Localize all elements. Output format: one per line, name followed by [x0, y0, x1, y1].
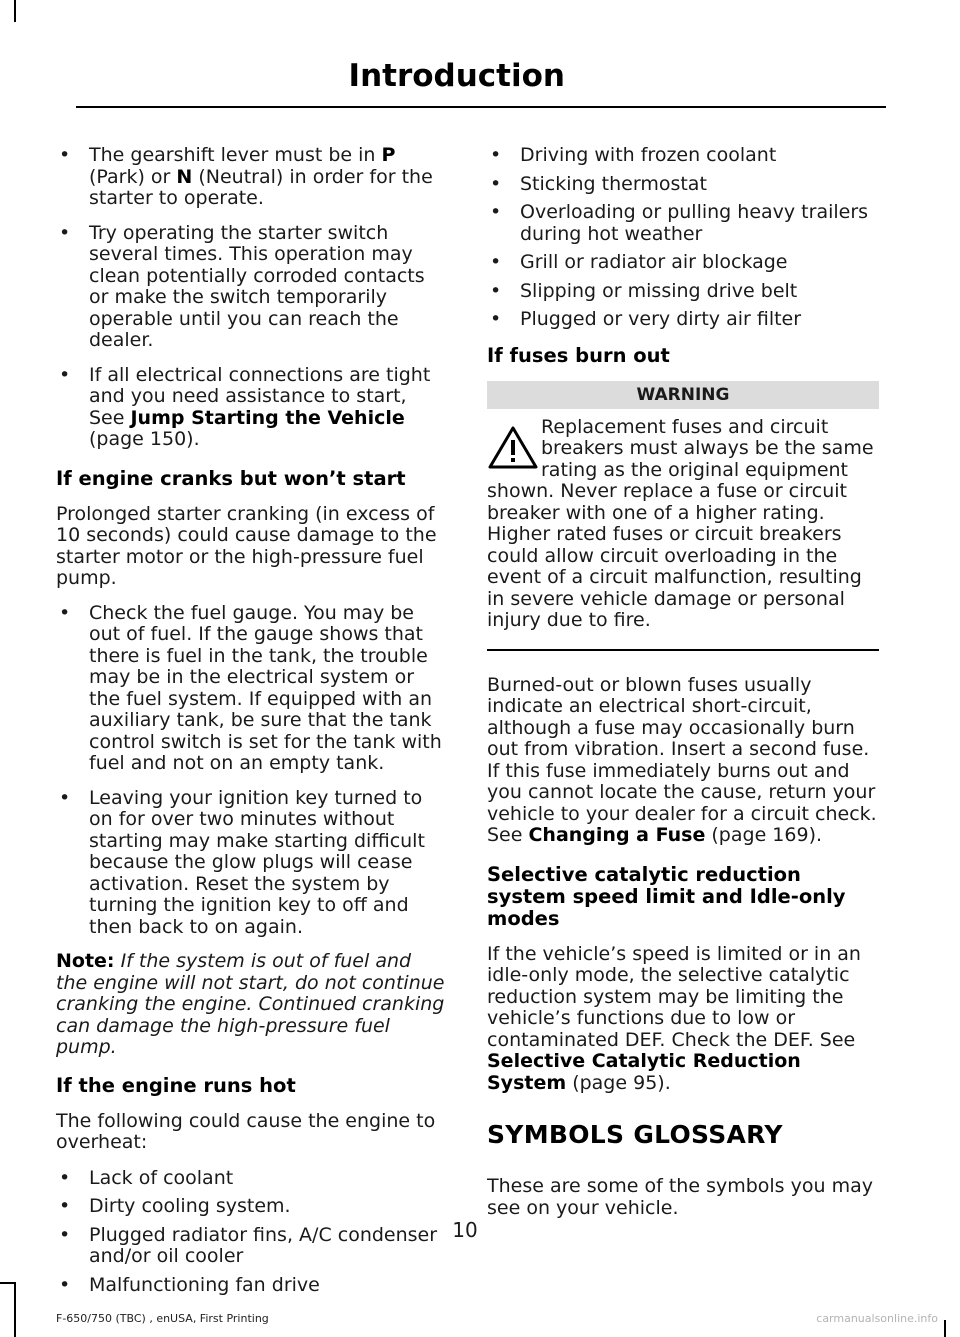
link-changing-fuse[interactable]: Changing a Fuse [528, 824, 706, 846]
list-item: • If all electrical connections are tight and you need assistance to start, See Jump Starting the Vehicle (page 150). [56, 365, 448, 451]
link-jump-starting[interactable]: Jump Starting the Vehicle [130, 406, 405, 429]
list-item: • Leaving your ignition key turned to on for over two minutes without starting may make starting difficult because the glow plugs will cease activation. Reset the system by turning the ignition key to off and then back to on again. [56, 788, 448, 939]
list-item: • Try operating the starter switch several times. This operation may clean potentially corroded contacts or make the switch temporarily operable until you can reach the dealer. [56, 223, 448, 352]
note-text: If the system is out of fuel and the engine will not start, do not continue cranking the engine. Continued cranking can damage the high-pressure fuel pump. [56, 950, 445, 1058]
heading-fuses: If fuses burn out [487, 343, 670, 367]
heading-symbols: SYMBOLS GLOSSARY [487, 1120, 783, 1149]
warning-banner: WARNING [487, 381, 879, 409]
list-item: • Plugged radiator fins, A/C condenser and/or oil cooler [56, 1225, 448, 1268]
paragraph-hot: The following could cause the engine to overheat: [56, 1109, 436, 1153]
link-scr[interactable]: Selective Catalytic Reduction System [487, 1050, 801, 1094]
left-column [56, 145, 448, 1303]
watermark: carmanualsonline.info [816, 1312, 938, 1325]
list-item: • Lack of coolant [56, 1168, 448, 1190]
paragraph-fuses: Burned-out or blown fuses usually indicate an electrical short-circuit, although a fuse may occasionally burn out from vibration. Insert a second fuse. If this fuse immediately burns out and you cannot locate the cause, return your vehicle to your dealer for a circuit check. See Changing a Fuse (page 169). [487, 673, 877, 846]
heading-hot: If the engine runs hot [56, 1073, 296, 1097]
crop-mark-bottom-left [14, 1282, 16, 1337]
list-item: • Malfunctioning fan drive [56, 1275, 448, 1297]
crop-mark-top-left [14, 0, 16, 22]
list-item: • Dirty cooling system. [56, 1196, 448, 1218]
list-item: • Slipping or missing drive belt [487, 281, 879, 303]
warning-triangle-icon [487, 425, 539, 471]
paragraph-scr: If the vehicle’s speed is limited or in an idle-only mode, the selective catalytic reduction system may be limiting the vehicle’s functions due to low or contaminated DEF. Check the DEF. See Selective Catalytic Reduction System (page 95). [487, 942, 861, 1094]
crop-mark-bottom-right [944, 1320, 946, 1337]
page-number: 10 [452, 1218, 478, 1242]
warning-rule [487, 649, 879, 651]
list-item: • Sticking thermostat [487, 174, 879, 196]
list-item: • Grill or radiator air blockage [487, 252, 879, 274]
heading-scr: Selective catalytic reduction system speed limit and Idle-only modes [487, 862, 846, 930]
list-item: • The gearshift lever must be in P (Park) or N (Neutral) in order for the starter to operate. [56, 145, 448, 210]
note [56, 951, 448, 1059]
list-item: • Plugged or very dirty air filter [487, 309, 879, 331]
paragraph-symbols: These are some of the symbols you may see on your vehicle. [487, 1175, 873, 1219]
warning-text-block [487, 417, 879, 632]
list-item: • Overloading or pulling heavy trailers during hot weather [487, 202, 879, 245]
warning-text: Replacement fuses and circuit breakers must always be the same rating as the original equipment shown. Never replace a fuse or circuit breaker with one of a higher rating. Higher rated fuses or circuit breakers could allow circuit overloading in the event of a circuit malfunction, resulting in severe vehicle damage or personal injury due to fire. [487, 415, 874, 631]
note-label: Note: [56, 950, 115, 972]
page-header [0, 58, 887, 94]
heading-cranks: If engine cranks but won’t start [56, 466, 406, 490]
right-column [487, 145, 879, 1232]
list-item: • Driving with frozen coolant [487, 145, 879, 167]
crop-mark-bottom-left-short [0, 1282, 16, 1284]
page-title: Introduction [348, 58, 565, 94]
paragraph-cranks: Prolonged starter cranking (in excess of 10 seconds) could cause damage to the starter motor or the high-pressure fuel pump. [56, 502, 437, 589]
list-item: • Check the fuel gauge. You may be out of fuel. If the gauge shows that there is fuel in the tank, the trouble may be in the electrical system or the fuel system. If equipped with an auxiliary tank, be sure that the tank control switch is set for the tank with fuel and not on an empty tank. [56, 603, 448, 775]
footer-text: F-650/750 (TBC) , enUSA, First Printing [56, 1312, 269, 1325]
header-rule [76, 106, 886, 108]
